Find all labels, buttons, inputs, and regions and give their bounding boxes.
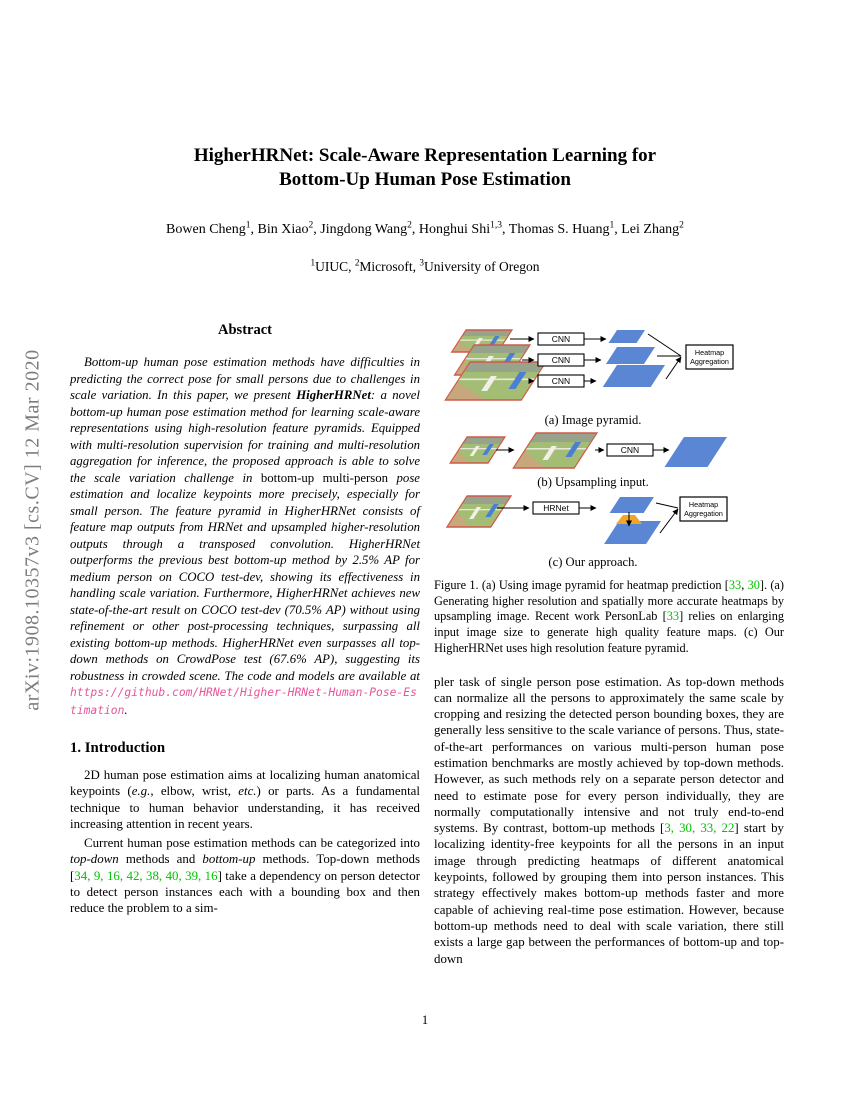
author-name: Lei Zhang: [621, 222, 680, 237]
affiliation-line: $^1$UIUC, $^2$Microsoft, $^3$University of Oregon: [310, 257, 540, 274]
cnn-label: CNN: [620, 445, 640, 455]
title-line-1: HigherHRNet: Scale-Aware Representation Learning for: [193, 145, 657, 166]
feature-map-c-bottom: [604, 521, 661, 544]
citation-refs[interactable]: 34, 9, 16, 42, 38, 40, 39, 16: [74, 868, 218, 883]
bold-term-higherhrnet: HigherHRNet: [296, 388, 371, 402]
hrnet-box: [533, 502, 579, 514]
author-affil-sup: 1,3: [490, 220, 503, 231]
input-image-c: [447, 496, 511, 527]
abstract-text: Bottom-up human pose estimation methods have difficulties in predicting the correct pose for small persons due to challenges in scale variation. In this paper, we present HigherHRNet: a novel bottom-up human pose estimation method for learning scale-aware representations using high-resolution feature pyramids. Equipped with multi-resolution supervision for training and multi-resolution aggregation for inference, the proposed approach is able to solve the scale variation challenge in bottom-up multi-person pose estimation and localize keypoints more precisely, especially for small person. The feature pyramid in HigherHRNet consists of feature map outputs from HRNet and upsampled higher-resolution outputs through a transposed convolution. HigherHRNet outperforms the previous best bottom-up method by 2.5% AP for medium person on COCO test-dev, showing its effectiveness in handling scale variation. Furthermore, HigherHRNet achieves new state-of-the-art result on COCO test-dev (70.5% AP) without using refinement or other post-processing techniques, surpassing all existing bottom-up methods. HigherHRNet even surpasses all top-down methods on CrowdPose test (67.6% AP), suggesting its robustness in crowded scene. The code and models are available at https://github.com/HRNet/Higher-HRNet-Human-Pose-Estimation.: [70, 355, 420, 717]
heatmap-label-line1: Heatmap: [694, 348, 725, 357]
heatmap-aggregation-box-a: [686, 345, 733, 369]
abstract-heading: Abstract: [218, 322, 272, 338]
author-affil-sup: 2: [407, 220, 412, 231]
figure-1-caption: Figure 1. (a) Using image pyramid for heatmap prediction [33, 30]. (a) Generating higher resolution and spatially more accurate heatmaps by upsampling image. Recent work PersonLab [33] relies on enlarging input image size to generate high quality feature maps. (c) Our HigherHRNet uses high resolution feature pyramid.: [434, 578, 784, 655]
author-affil-sup: 1: [609, 220, 615, 231]
affiliation: Microsoft,: [359, 259, 420, 274]
affiliation: University of Oregon: [424, 259, 540, 274]
section-heading-introduction: 1. Introduction: [70, 740, 166, 756]
author-affil-sup: 2: [308, 220, 314, 231]
author-line: Bowen Cheng$^1$, Bin Xiao$^2$, Jingdong Wang$^2$, Honghui Shi$^{1,3}$, Thomas S. Huang$^1$, Lei Zhang$^2$: [166, 220, 684, 237]
heatmap-label-line2: Aggregation: [690, 357, 729, 366]
arxiv-stamp: arXiv:1908.10357v3 [cs.CV] 12 Mar 2020: [21, 349, 44, 711]
citation-refs[interactable]: 3, 30, 33, 22: [664, 821, 735, 836]
feature-map-large: [603, 365, 665, 387]
page-number: 1: [421, 1013, 429, 1027]
feature-map-b: [665, 437, 727, 467]
right-column: [434, 318, 784, 970]
title-line-2: Bottom-Up Human Pose Estimation: [279, 169, 571, 190]
author-name: Jingdong Wang: [320, 222, 408, 237]
right-column-paragraph: pler task of single person pose estimation. As top-down methods can normalize all the persons to approximately the same scale by cropping and resizing the detected person bounding boxes, they are generally less sensitive to the scale variance of persons. Thus, state-of-the-art performances on various multi-person human pose estimation benchmarks are mostly achieved by top-down methods. However, as such methods rely on a separate person detector and need to estimate pose for every person individually, they are normally computationally intensive and not truly end-to-end systems. By contrast, bottom-up methods [3, 30, 33, 22] start by localizing identity-free keypoints for all the persons in an input image through predicting heatmaps of different anatomical keypoints, followed by grouping them into person instances. This strategy effectively makes bottom-up methods faster and more capable of achieving real-time pose estimation. However, because bottom-up methods need to deal with scale variation, there still exists a large gap between the performances of bottom-up and top-down: [434, 674, 785, 966]
cnn-box-3: [538, 375, 584, 387]
cnn-label: CNN: [551, 334, 571, 344]
subcaption-a: (a) Image pyramid.: [544, 413, 642, 427]
author-name: Thomas S. Huang: [508, 222, 610, 237]
author-name: Bowen Cheng: [166, 222, 246, 237]
affiliation: UIUC,: [315, 259, 355, 274]
input-image-b-upsampled: [513, 433, 597, 468]
author-name: Honghui Shi: [418, 222, 491, 237]
heatmap-label-line1: Heatmap: [688, 500, 719, 509]
citation-ref[interactable]: 30: [747, 578, 760, 592]
left-column: [70, 322, 420, 920]
author-name: Bin Xiao: [257, 222, 309, 237]
citation-ref[interactable]: 33: [666, 609, 680, 624]
subcaption-c: (c) Our approach.: [548, 555, 638, 569]
heatmap-label-line2: Aggregation: [684, 509, 723, 518]
feature-map-medium: [606, 347, 655, 364]
feature-map-c-top: [610, 497, 654, 513]
figure-1: [434, 318, 784, 572]
github-link[interactable]: https://github.com/HRNet/Higher-HRNet-Human-Pose-Estimation: [70, 686, 417, 717]
paper-title: [0, 144, 850, 192]
feature-map-small: [609, 330, 645, 343]
citation-ref[interactable]: 33: [728, 578, 742, 592]
cnn-box-1: [538, 333, 584, 345]
figure-1-graphics: [434, 318, 784, 566]
author-affil-sup: 2: [679, 220, 684, 231]
intro-paragraph-2: Current human pose estimation methods can be categorized into top-down methods and bottom-up methods. Top-down methods [34, 9, 16, 42, 38, 40, 39, 16] take a dependency on person detector to detect person instances each with a bounding box and then reduce the problem to a sim-: [70, 836, 420, 916]
intro-paragraph-1: 2D human pose estimation aims at localizing human anatomical keypoints (e.g., elbow, wrist, etc.) or parts. As a fundamental technique to human behavior understanding, it has received increasing attention in recent years.: [70, 768, 420, 831]
cnn-label: CNN: [551, 355, 571, 365]
cnn-box-2: [538, 354, 584, 366]
hrnet-label: HRNet: [543, 503, 569, 513]
heatmap-aggregation-box-c: [680, 497, 727, 521]
cnn-box-b: [607, 444, 653, 456]
author-affil-sup: 1: [245, 220, 251, 231]
subcaption-b: (b) Upsampling input.: [537, 475, 649, 489]
cnn-label: CNN: [551, 376, 571, 386]
